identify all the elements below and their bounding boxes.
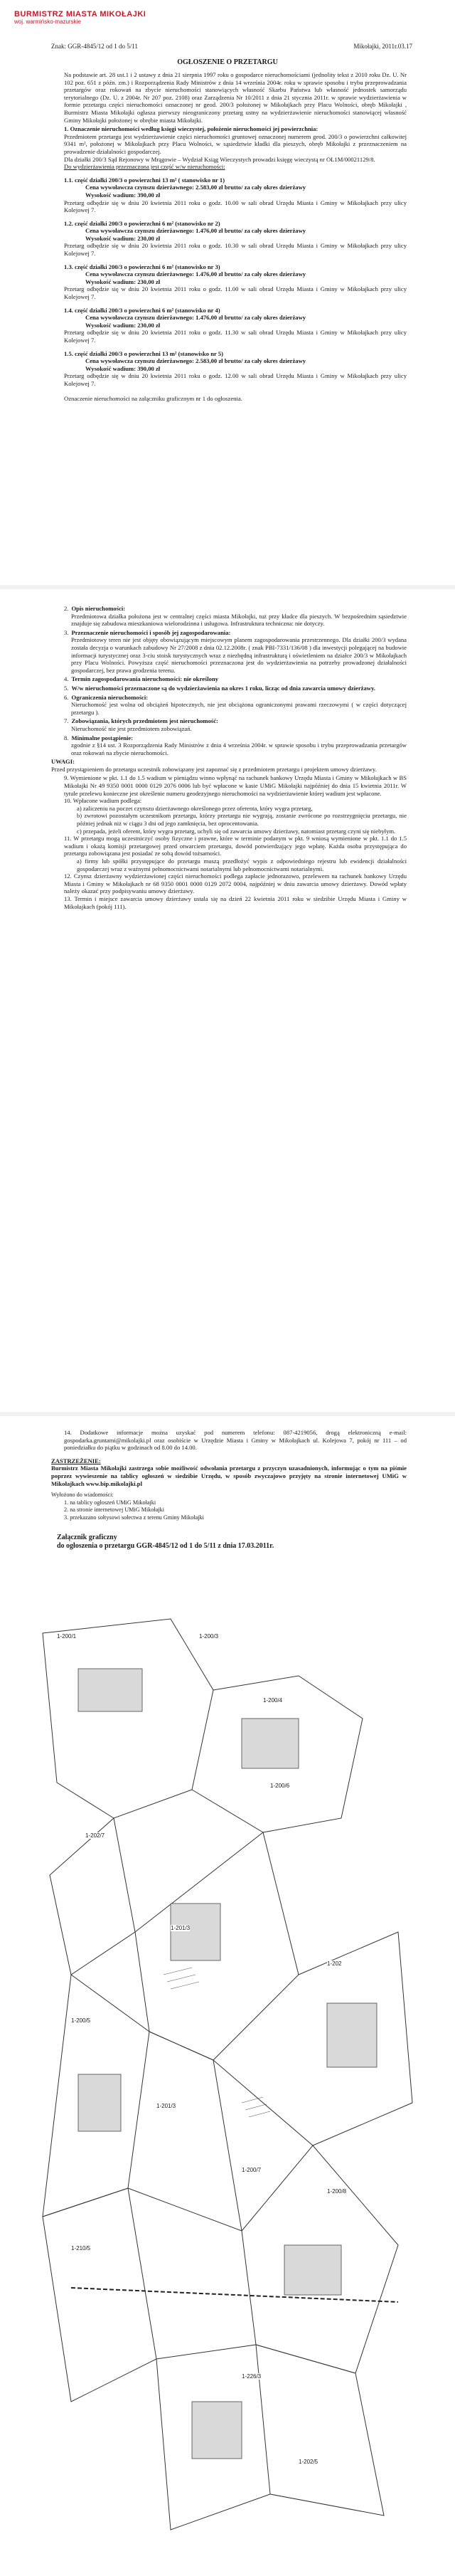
item-number: 3. [64, 628, 69, 636]
parcel-label: 1-200/3 [199, 1633, 219, 1640]
numbered-items [51, 605, 407, 756]
numbered-item [51, 717, 407, 732]
parcel-label: 1-201/3 [156, 2103, 176, 2109]
lot-block [51, 350, 407, 388]
item-text: Przedmiotowa działka położona jest w centralnej części miasta Mikołajki, tuż przy kładce dla pieszych. W bezpośrednim sąsiedztwie znajduje się zabudowa mieszkaniowa wielorodzinna i usługowa. Infrastruktura techniczna: nie dotyczy. [71, 612, 407, 628]
contract-date: 13. Termin i miejsce zawarcia umowy dzierżawy ustala się na dzień 22 kwietnia 2011 roku w siedzibie Urzędu Miasta i Gminy w Mikołajkach (pokój 111). [64, 894, 407, 910]
numbered-item [51, 605, 407, 628]
parcel-label: 1-226/3 [242, 2373, 262, 2380]
deposit-rule: a) zaliczeniu na poczet czynszu dzierżawnego określonego przez oferenta, który wygra przetarg, [77, 804, 313, 812]
map-title-line-2: do ogłoszenia o przetargu GGR-4845/12 od 1 do 5/11 z dnia 17.03.2011r. [57, 1542, 274, 1550]
letterhead-title: BURMISTRZ MIASTA MIKOŁAJKI [14, 10, 146, 19]
item-heading: W/w nieruchomości przeznaczone są do wydzierżawienia na okres 1 roku, licząc od dnia zawarcia umowy dzierżawy. [71, 684, 375, 692]
item-heading: Zobowiązania, których przedmiotem jest nieruchomość: [71, 717, 218, 725]
land-register: Dla działki 200/3 Sąd Rejonowy w Mrągowie – Wydział Ksiąg Wieczystych prowadzi księgę wieczystą nr OL1M/00021129/8. [64, 155, 375, 163]
page-1 [0, 0, 455, 584]
numbered-item [51, 675, 407, 683]
letterhead-subtitle: woj. warmińsko-mazurskie [14, 19, 81, 25]
map-title-line-1: Załącznik graficzny [57, 1534, 117, 1541]
parcel-label: 1-200/6 [270, 1783, 290, 1789]
numbered-item [51, 734, 407, 757]
lots-list [51, 176, 407, 388]
display-item: 1. na tablicy ogłoszeń UMiG Mikołajki [64, 1499, 156, 1506]
cadastral-map-drawing [28, 1605, 427, 2565]
item-heading: Termin zagospodarowania nieruchomości: nie określony [71, 675, 219, 683]
lot-block [51, 307, 407, 344]
lot-heading: 1.3. część działki 200/3 o powierzchni 6 m² (stanowisko nr 3) [64, 263, 220, 270]
contact-info: 14. Dodatkowe informacje można uzyskać pod numerem telefonu: 087-4219056, drogą elektroniczną e-mail: gospodarka.gruntami@mikolajki.pl oraz osobiście w Urzędzie Miasta i Gminy w Mikołajkach ul. Kolejowa 7, pokój nr 111 – od poniedziałku do piątku w godzinach od 8.00 do 14.00. [64, 1429, 407, 1452]
lot-heading: 1.5. część działki 200/3 o powierzchni 13 m² (stanowisko nr 5) [64, 349, 223, 357]
item-heading: Opis nieruchomości: [71, 605, 126, 612]
item-number: 8. [64, 734, 69, 741]
parcel-label: 1-200/5 [71, 2017, 91, 2024]
section-1-heading: 1. Oznaczenie nieruchomości według księgi wieczystej, położenie nieruchomości jej powierzchnia: [64, 125, 318, 133]
parcel-label: 1-201/3 [171, 1925, 191, 1931]
page-separator [0, 585, 455, 589]
lot-deposit: Wysokość wadium: 230,00 zł [85, 321, 161, 329]
reservation-heading: ZASTRZEŻENIE: [51, 1457, 101, 1464]
document-title: OGŁOSZENIE O PRZETARGU [177, 58, 278, 66]
place-date: Mikołajki, 2011r.03.17 [353, 43, 412, 50]
parcel-label: 1-200/1 [57, 1633, 77, 1640]
deposit-rule: b) zwrotowi pozostałym uczestnikom przetargu, którzy przetargu nie wygrają, zostanie zwrócone po rozstrzygnięciu przetargu, nie później jednak niż w ciągu 3 dni od jego zamknięcia, bez oprocentowania. [77, 812, 407, 828]
lots-intro: Do wydzierżawienia przeznaczona jest część w/w nieruchomości: [64, 163, 225, 171]
deposit-rules [51, 805, 407, 835]
remarks-text: Przed przystąpieniem do przetargu uczestnik zobowiązany jest zapoznać się z przedmiotem przetargu i projektem umowy dzierżawy. [51, 765, 377, 773]
item-number: 6. [64, 693, 69, 701]
lot-date: Przetarg odbędzie się w dniu 20 kwietnia 2011 roku o godz. 12.00 w sali obrad Urzędu Miasta i Gminy w Mikołajkach przy ulicy Kolejowej 7. [64, 372, 407, 387]
lot-date: Przetarg odbędzie się w dniu 20 kwietnia 2011 roku o godz. 11.00 w sali obrad Urzędu Miasta i Gminy w Mikołajkach przy ulicy Kolejowej 7. [64, 285, 407, 301]
display-heading: Wyłożono do wiadomości: [51, 1492, 114, 1499]
page-2-body [51, 603, 407, 910]
intro-paragraph: Na podstawie art. 28 ust.1 i 2 ustawy z dnia 21 sierpnia 1997 roku o gospodarce nieruchomościami (jednolity tekst z 2010 roku Dz. U. Nr 102 poz. 651 z późn. zm.) i Rozporządzenia Rady Ministrów z dnia 14 września 2004r. roku w sprawie sposobu i trybu przeprowadzania przetargów oraz rokowań na zbycie nieruchomości stanowiących własność Skarbu Państwa lub własność jednostek samorządu terytorialnego (Dz. U. z 2004r. Nr 207 poz. 2108) oraz Zarządzenia Nr 10/2011 z dnia 21 stycznia 2011r. w sprawie wydzierżawienia w formie przetargu części nieruchomości oznaczonej nr geod. 200/3 położonej w Mikołajkach przy Placu Wolności, obręb Mikołajki , Burmistrz Miasta Mikołajki ogłasza pierwszy nieograniczony przetarg ustny na wydzierżawienie nieruchomości stanowiącej własność Gminy Mikołajki położonej w obrębie miasta Mikołajki. [64, 71, 407, 124]
deposit-payment: 9. Wymienione w pkt. 1.1 do 1.5 wadium w pieniądzu winno wpłynąć na rachunek bankowy Urzędu Miasta i Gminy w Mikołajkach w BS Mikołajki Nr 49 9350 0001 0000 0129 2076 0006 lub być wpłacone w kasie UMiG Mikołajki najpóźniej do dnia 15 kwietnia 2011r. W tytule przelewu konieczne jest określenie numeru geodezyjnego nieruchomości na wydzierżawienie której wadium jest wpłacone. [64, 774, 407, 797]
parcel-label: 1-202/5 [299, 2459, 318, 2465]
item-heading: Przeznaczenie nieruchomości i sposób jej zagospodarowania: [71, 628, 231, 636]
participants: 11. W przetargu mogą uczestniczyć osoby fizyczne i prawne, które w terminie podanym w pkt. 9 wniosą wymienione w pkt. 1.1 do 1.5 wadium i okażą komisji przetargowej przed otwarciem przetargu, dowód potwierdzający jego wpłatę. Każda osoba przystępująca do przetargu zobowiązana jest posiadać ze sobą dowód tożsamości. [64, 835, 407, 857]
item-text: Przedmiotowy teren nie jest objęty obowiązującym miejscowym planem zagospodarowania przestrzennego. Dla działki 200/3 wydana została decyzja o warunkach zabudowy Nr 27/2008 z dnia 02.12.2008r. ( znak PBI-7331/136/08 ) dla inwestycji polegającej na budowie informacji turystycznej oraz 3-ciu stoisk turystycznych wraz z niezbędną infrastrukturą i oświetleniem na działce 200/3 w Mikołajkach przy Placu Wolności. Powyższa część nieruchomości przeznaczona jest do wydzierżawienia na potrzeby prowadzonej działalności gospodarczej, bez prawa grodzenia terenu. [71, 636, 407, 674]
letterhead [14, 10, 146, 25]
lot-rent: Cena wywoławcza czynszu dzierżawnego: 2.583,00 zł brutto/ za cały okres dzierżawy [85, 184, 306, 191]
parcel-label: 1-200/4 [263, 1697, 283, 1704]
plot-description: Przedmiotem przetargu jest wydzierżawienie części nieruchomości gruntowej oznaczonej numerem geod. 200/3 o powierzchni całkowitej 9341 m², położonej w Mikołajkach przy Placu Wolności, w sąsiedztwie kładki dla pieszych, obręb Mikołajki z przeznaczeniem na prowadzenie działalności gospodarczej. [64, 132, 407, 155]
deposit-rule: c) przepada, jeżeli oferent, który wygra przetarg, uchyli się od zawarcia umowy dzierżawy, natomiast przetarg czyni się niebyłym. [77, 827, 396, 835]
item-number: 2. [64, 605, 69, 612]
display-list [51, 1499, 407, 1522]
item-text: zgodnie z §14 ust. 3 Rozporządzenia Rady Ministrów z dnia 4 września 2004r. w sprawie sposobu i trybu przeprowadzania przetargów oraz rokowań na zbycie nieruchomości. [71, 741, 407, 756]
item-text: Nieruchomość jest wolna od obciążeń hipotecznych, nie jest obciążona ograniczonymi prawami rzeczowymi ( w części dotyczącej przetargu ). [71, 701, 407, 716]
parcel-label: 1-200/8 [327, 2188, 347, 2195]
page-2 [0, 591, 455, 1416]
attachment-note: Oznaczenie nieruchomości na załączniku graficznym nr 1 do ogłoszenia. [64, 394, 242, 402]
lot-rent: Cena wywoławcza czynszu dzierżawnego: 1.476,00 zł brutto/ za cały okres dzierżawy [85, 270, 306, 278]
item-heading: Minimalne postąpienie: [71, 734, 134, 741]
body-text [51, 71, 407, 402]
map-title [57, 1534, 274, 1551]
lot-heading: 1.2. część działki 200/3 o powierzchni 6 m² (stanowisko nr 2) [64, 219, 220, 227]
lot-rent: Cena wywoławcza czynszu dzierżawnego: 1.476,00 zł brutto/ za cały okres dzierżawy [85, 227, 306, 235]
parcel-label: 1-202/7 [85, 1832, 105, 1839]
lot-rent: Cena wywoławcza czynszu dzierżawnego: 2.583,00 zł brutto/ za cały okres dzierżawy [85, 357, 306, 365]
display-item: 2. na stronie internetowej UMiG Mikołajki [64, 1506, 164, 1514]
parcel-label: 1-210/5 [71, 2245, 91, 2252]
rent-payment: 12. Czynsz dzierżawny wydzierżawionej części nieruchomości podlega zapłacie jednorazowo, przelewem na rachunek bankowy Urzędu Miasta i Gminy w Mikołajkach nr 68 9350 0001 0000 0129 2072 0004, najpóźniej w dniu zawarcia umowy dzierżawy. Dowód wpłaty należy okazać przy podpisywaniu umowy dzierżawy. [64, 872, 407, 895]
lot-deposit: Wysokość wadium: 230,00 zł [85, 234, 161, 242]
reservation-text: Burmistrz Miasta Mikołajki zastrzega sobie możliwość odwołania przetargu z przyczyn uzasadnionych, informując o tym na piśmie poprzez wywieszenie na tablicy ogłoszeń w siedzibie Urzędu, w sposób zwyczajowo przyjęty na stronie internetowej UMiG w Mikołajkach www.bip.mikolajki.pl [51, 1464, 407, 1487]
lot-deposit: Wysokość wadium: 230,00 zł [85, 278, 161, 285]
numbered-item [51, 694, 407, 717]
document-reference: Znak: GGR-4845/12 od 1 do 5/11 [51, 43, 138, 50]
item-heading: Ograniczenia nieruchomości: [71, 693, 149, 701]
lot-deposit: Wysokość wadium: 390,00 zł [85, 191, 161, 199]
numbered-item [51, 685, 407, 692]
item-number: 4. [64, 675, 69, 683]
lot-heading: 1.1. część działki 200/3 o powierzchni 13 m² ( stanowisko nr 1) [64, 176, 225, 184]
parcel-label: 1-200/7 [242, 2167, 262, 2173]
item-text: Nieruchomość nie jest przedmiotem zobowiązań. [71, 724, 192, 732]
numbered-item [51, 629, 407, 675]
lot-date: Przetarg odbędzie się w dniu 20 kwietnia 2011 roku o godz. 10.30 w sali obrad Urzędu Miasta i Gminy w Mikołajkach przy ulicy Kolejowej 7. [64, 242, 407, 258]
remarks-heading: UWAGI: [51, 758, 75, 766]
display-item: 3. przekazano sołtysowi sołectwa z terenu Gminy Mikołajki [64, 1514, 204, 1521]
lot-deposit: Wysokość wadium: 390,00 zł [85, 364, 161, 372]
deposit-heading: 10. Wpłacone wadium podlega: [64, 797, 142, 805]
lot-block [51, 220, 407, 258]
page-3-body [51, 1429, 407, 1522]
lot-heading: 1.4. część działki 200/3 o powierzchni 6 m² (stanowisko nr 4) [64, 306, 220, 314]
lot-block [51, 176, 407, 214]
lot-date: Przetarg odbędzie się w dniu 20 kwietnia 2011 roku o godz. 11.30 w sali obrad Urzędu Miasta i Gminy w Mikołajkach przy ulicy Kolejowej 7. [64, 329, 407, 344]
lot-rent: Cena wywoławcza czynszu dzierżawnego: 1.476,00 zł brutto/ za cały okres dzierżawy [85, 314, 306, 322]
lot-block [51, 263, 407, 301]
item-number: 7. [64, 717, 69, 725]
companies-rule: a) firmy lub spółki przystępujące do przetargu muszą przedłożyć wypis z odpowiedniego rejestru lub ewidencji działalności gospodarczej wraz z ważnymi pełnomocnictwami notarialnymi lub pełnomocnictwami notarialnymi. [77, 857, 407, 872]
parcel-label: 1-202 [327, 1960, 342, 1967]
lot-date: Przetarg odbędzie się w dniu 20 kwietnia 2011 roku o godz. 10.00 w sali obrad Urzędu Miasta i Gminy w Mikołajkach przy ulicy Kolejowej 7. [64, 199, 407, 214]
cadastral-map [28, 1605, 427, 2565]
item-number: 5. [64, 684, 69, 692]
